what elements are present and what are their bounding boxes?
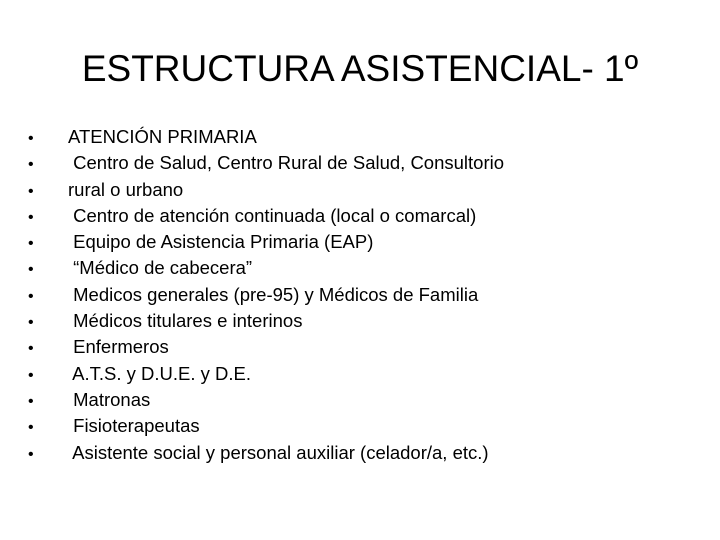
bullet-dot-icon: •	[28, 182, 34, 200]
bullet-item	[28, 413, 688, 439]
bullet-dot-icon: •	[28, 419, 34, 437]
bullet-item	[28, 203, 688, 229]
bullet-dot-icon: •	[28, 287, 34, 305]
bullet-text: “Médico de cabecera”	[68, 257, 253, 279]
bullet-text: Fisioterapeutas	[68, 415, 200, 437]
bullet-item	[28, 177, 688, 203]
bullet-text: rural o urbano	[68, 178, 184, 200]
bullet-dot-icon: •	[28, 366, 34, 384]
bullet-item	[28, 282, 688, 308]
bullet-item	[28, 361, 688, 387]
bullet-text: Médicos titulares e interinos	[68, 310, 303, 332]
bullet-text: Equipo de Asistencia Primaria (EAP)	[68, 231, 374, 253]
bullet-item	[28, 440, 688, 466]
bullet-dot-icon: •	[28, 156, 34, 174]
bullet-item	[28, 334, 688, 360]
bullet-dot-icon: •	[28, 261, 34, 279]
slide-title: ESTRUCTURA ASISTENCIAL- 1º	[81, 48, 639, 89]
bullet-item	[28, 150, 688, 176]
bullet-dot-icon: •	[28, 392, 34, 410]
bullet-list	[28, 124, 688, 466]
bullet-dot-icon: •	[28, 314, 34, 332]
bullet-dot-icon: •	[28, 208, 34, 226]
bullet-dot-icon: •	[28, 130, 34, 147]
bullet-item	[28, 229, 688, 255]
bullet-item	[28, 387, 688, 413]
bullet-text: A.T.S. y D.U.E. y D.E.	[68, 362, 251, 384]
bullet-text: ATENCIÓN PRIMARIA	[68, 126, 257, 147]
bullet-item	[28, 124, 688, 150]
bullet-text: Medicos generales (pre-95) y Médicos de Familia	[68, 283, 479, 305]
bullet-item	[28, 308, 688, 334]
bullet-text: Matronas	[68, 388, 151, 410]
bullet-dot-icon: •	[28, 340, 34, 358]
bullet-item	[28, 255, 688, 281]
bullet-text: Centro de atención continuada (local o comarcal)	[68, 204, 477, 226]
bullet-text: Asistente social y personal auxiliar (celador/a, etc.)	[68, 441, 489, 463]
bullet-text: Enfermeros	[68, 336, 169, 358]
bullet-text: Centro de Salud, Centro Rural de Salud, Consultorio	[68, 152, 505, 174]
bullet-dot-icon: •	[28, 235, 34, 253]
bullet-dot-icon: •	[28, 445, 34, 463]
